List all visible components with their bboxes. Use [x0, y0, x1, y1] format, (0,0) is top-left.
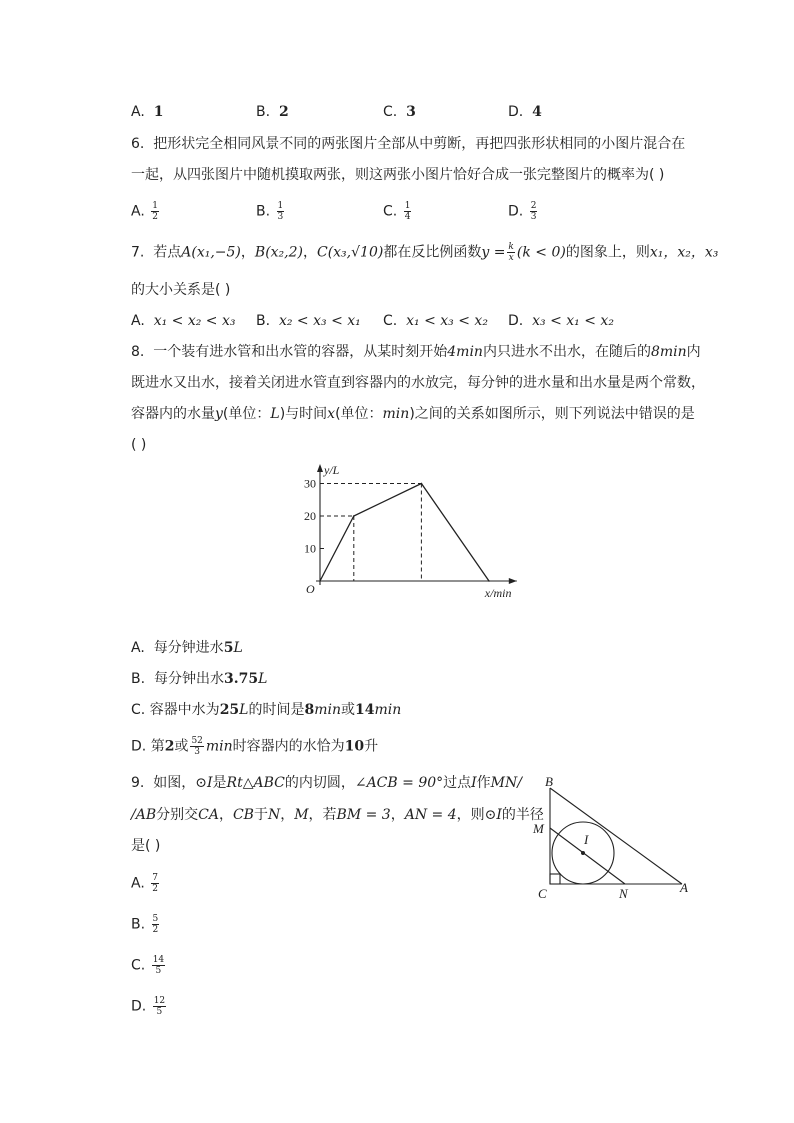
x-axis-arrow: [509, 578, 517, 584]
q8-option-d[interactable]: D. 第2或 $\frac{52}{3}$ min时容器内的水恰为10升: [131, 736, 379, 757]
fraction: $\frac{2}{3}$: [530, 201, 537, 222]
series-line: [320, 484, 489, 582]
label-b: B: [545, 774, 553, 789]
label-c: C: [538, 886, 547, 901]
data-point: [421, 483, 423, 485]
data-point: [353, 515, 355, 517]
water-volume-chart: [286, 458, 512, 608]
q8-option-b[interactable]: B. 每分钟出水3.75L: [131, 671, 268, 687]
q6-option-a[interactable]: A. $\frac{1}{2}$: [131, 201, 158, 222]
fraction: $\frac{1}{2}$: [152, 201, 158, 222]
q7-option-c[interactable]: C. x₁ < x₃ < x₂: [383, 313, 488, 329]
q6-option-b[interactable]: B. $\frac{1}{3}$: [256, 201, 284, 222]
y-axis-label: y/L: [324, 463, 340, 477]
q8-line-4: ( ): [131, 437, 147, 453]
right-angle-mark: [550, 874, 560, 884]
fraction: $\frac{14}{5}$: [152, 955, 165, 976]
incircle-triangle-figure: [530, 776, 700, 901]
q7-option-b[interactable]: B. x₂ < x₃ < x₁: [256, 313, 361, 329]
fraction: $\frac{52}{3}$: [191, 736, 203, 757]
x-axis-label: x/min: [484, 586, 512, 600]
q6-line-2: 一起，从四张图片中随机摸取两张，则这两张小图片恰好合成一张完整图片的概率为( ): [131, 167, 665, 183]
q9-line-2: /AB分别交CA，CB于N，M，若BM = 3，AN = 4，则⊙I的半径: [131, 807, 544, 823]
q7-line-2: 的大小关系是( ): [131, 282, 231, 298]
q9-option-c[interactable]: C. $\frac{14}{5}$: [131, 955, 165, 976]
q7-option-a[interactable]: A. x₁ < x₂ < x₃: [131, 313, 236, 329]
fraction: $\frac{5}{2}$: [152, 914, 159, 935]
data-point: [319, 580, 321, 582]
fraction: $\frac{k}{x}$: [508, 242, 514, 263]
q5-option-b[interactable]: B. 2: [256, 104, 289, 120]
label-n: N: [619, 886, 628, 901]
fraction: $\frac{1}{3}$: [277, 201, 284, 222]
y-tick-label: 10: [304, 541, 316, 556]
q6-option-d[interactable]: D. $\frac{2}{3}$: [508, 201, 537, 222]
q9-option-b[interactable]: B. $\frac{5}{2}$: [131, 914, 159, 935]
q6-line-1: 6. 把形状完全相同风景不同的两张图片全部从中剪断，再把四张形状相同的小图片混合在: [131, 136, 686, 152]
y-tick-label: 30: [304, 476, 316, 491]
y-tick-label: 20: [304, 509, 316, 523]
q9-line-3: 是( ): [131, 838, 161, 854]
origin-label: O: [306, 582, 315, 596]
q5-option-c[interactable]: C. 3: [383, 104, 416, 120]
q7-line-1: 7. 若点A(x₁,−5)，B(x₂,2)，C(x₃,√10)都在反比例函数y = $\frac{k}{x}$ (k < 0)的图象上，则x₁，x₂，x₃: [131, 242, 719, 263]
q8-option-c[interactable]: C. 容器中水为25L的时间是8min或14min: [131, 702, 402, 718]
q7-option-d[interactable]: D. x₃ < x₁ < x₂: [508, 313, 614, 329]
data-point: [488, 580, 490, 582]
incenter-point: [581, 851, 585, 855]
fraction: $\frac{7}{2}$: [152, 873, 158, 894]
side-ab: [550, 788, 682, 884]
q6-number: 6.: [131, 136, 145, 152]
q9-line-1: 9. 如图，⊙I是Rt△ABC的内切圆，∠ACB = 90°过点I作MN/: [131, 775, 522, 791]
label-m: M: [533, 821, 544, 836]
label-a: A: [680, 880, 688, 895]
q9-option-a[interactable]: A. $\frac{7}{2}$: [131, 873, 158, 894]
q8-option-a[interactable]: A. 每分钟进水5L: [131, 640, 243, 656]
q8-line-2: 既进水又出水，接着关闭进水管直到容器内的水放完，每分钟的进水量和出水量是两个常数，: [131, 375, 705, 391]
q9-option-d[interactable]: D. $\frac{12}{5}$: [131, 996, 166, 1017]
q5-option-d[interactable]: D. 4: [508, 104, 542, 120]
q5-option-a[interactable]: A. 1: [131, 104, 164, 120]
label-i: I: [584, 832, 589, 847]
fraction: $\frac{12}{5}$: [153, 996, 166, 1017]
q6-option-c[interactable]: C. $\frac{1}{4}$: [383, 201, 411, 222]
q8-line-1: 8. 一个装有进水管和出水管的容器，从某时刻开始4min内只进水不出水，在随后的8min内: [131, 344, 701, 360]
fraction: $\frac{1}{4}$: [404, 201, 411, 222]
q8-line-3: 容器内的水量y(单位：L)与时间x(单位：min)之间的关系如图所示，则下列说法中错误的是: [131, 406, 695, 422]
y-axis-arrow: [317, 464, 323, 472]
